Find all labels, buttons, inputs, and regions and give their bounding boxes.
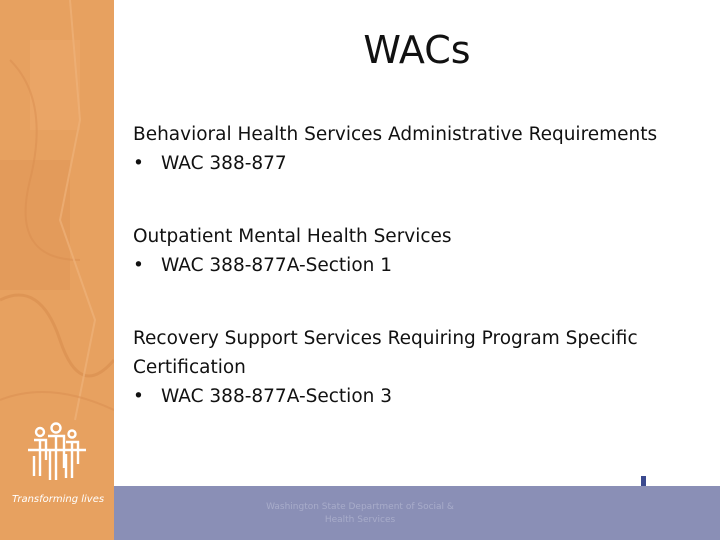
section-heading: Recovery Support Services Requiring Program Specific Certification (133, 328, 638, 378)
bullet-text: WAC 388-877 (161, 153, 287, 174)
bullet-dot: • (133, 153, 144, 174)
bullet-item (133, 251, 703, 280)
slide-content (133, 120, 703, 411)
slide-title: WACs (363, 28, 471, 72)
bullet-dot: • (133, 255, 144, 276)
footer-marker (641, 476, 646, 486)
section-heading: Behavioral Health Services Administrative Requirements (133, 124, 658, 145)
left-decorative-panel (0, 0, 114, 540)
tagline: Transforming lives (12, 494, 105, 505)
bullet-item (133, 149, 703, 178)
section-heading: Outpatient Mental Health Services (133, 226, 452, 247)
bullet-text: WAC 388-877A-Section 1 (161, 255, 393, 276)
section-2 (133, 222, 703, 280)
bullet-item (133, 382, 703, 411)
bullet-text: WAC 388-877A-Section 3 (161, 386, 393, 407)
section-1 (133, 120, 703, 178)
section-3 (133, 324, 703, 411)
bullet-dot: • (133, 386, 144, 407)
family-figures-logo-icon (26, 420, 88, 490)
footer-organization: Washington State Department of Social & Health Services (266, 502, 454, 525)
